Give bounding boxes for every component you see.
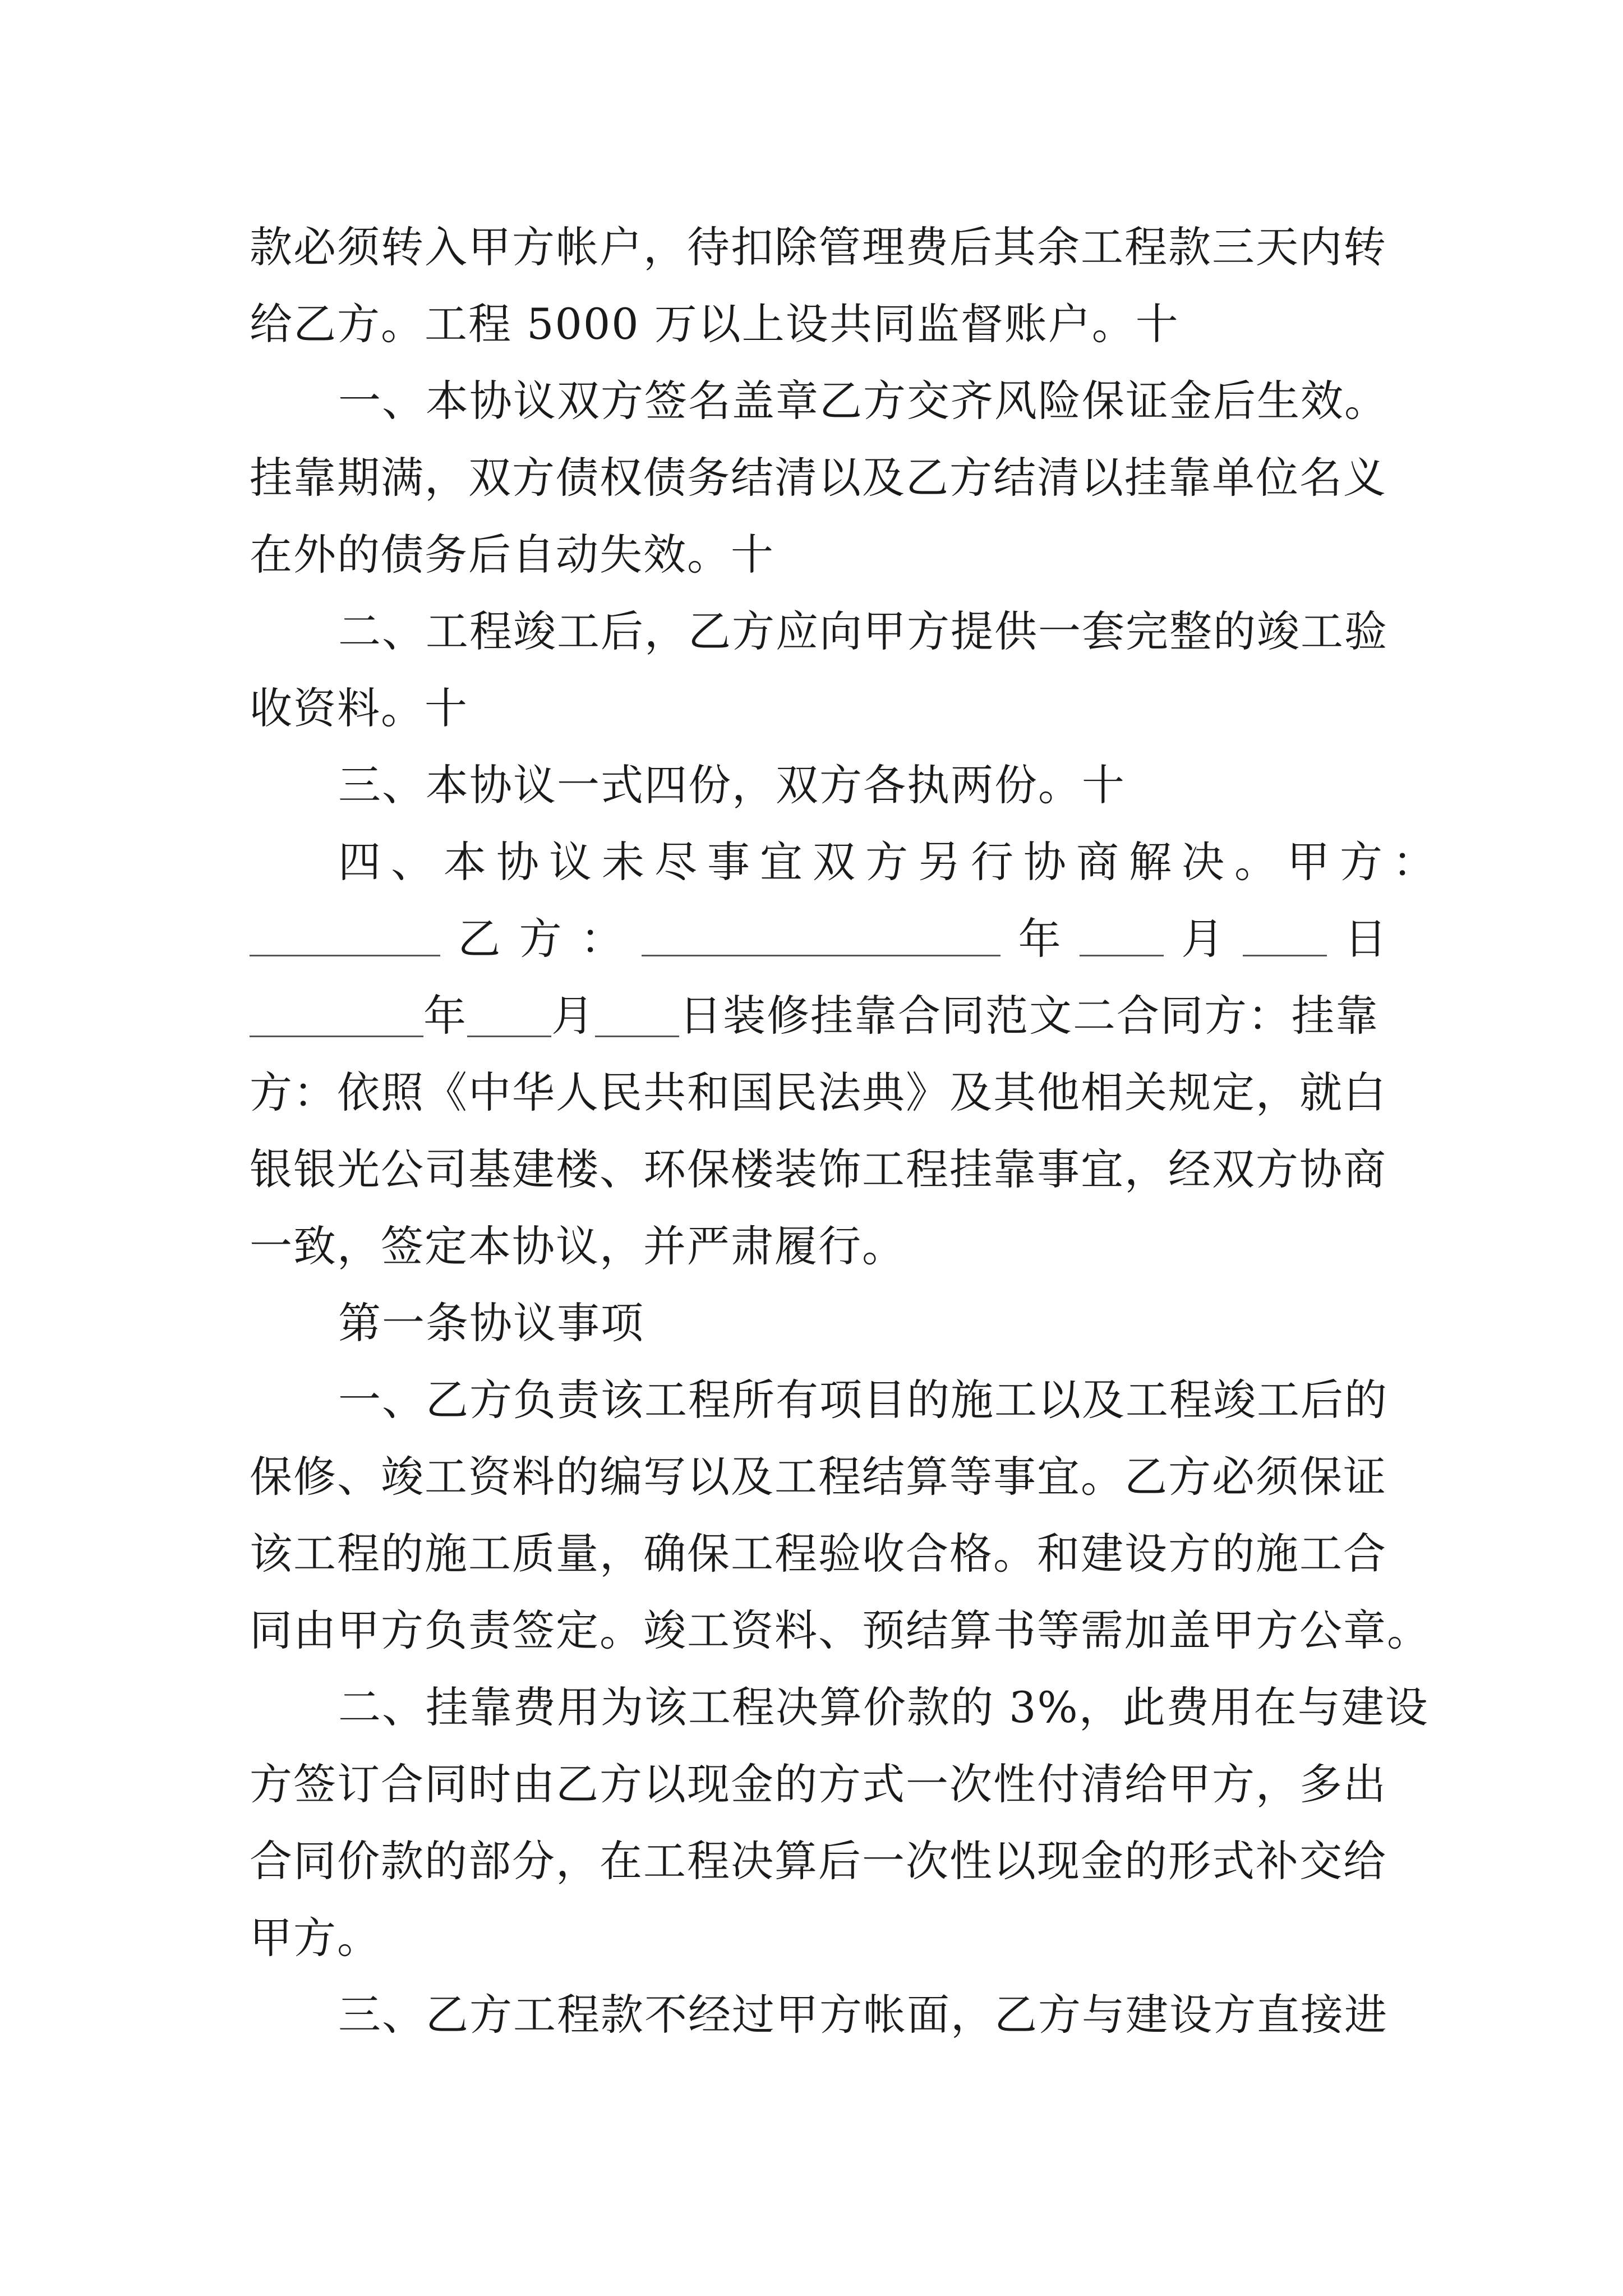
text-line: 在外的债务后自动失效。十 (250, 530, 774, 579)
blank-party-a (250, 921, 440, 956)
text-line: 方签订合同时由乙方以现金的方式一次性付清给甲方，多出 (250, 1759, 1387, 1809)
signature-line (250, 900, 1388, 977)
text-line: 一致，签定本协议，并严肃履行。 (250, 1221, 906, 1271)
colon-label: ： (580, 914, 624, 964)
text-line: 挂靠期满，双方债权债务结清以及乙方结清以挂靠单位名义 (250, 453, 1387, 503)
text-line: 二、工程竣工后，乙方应向甲方提供一套完整的竣工验 (338, 606, 1388, 656)
text-line: 合同价款的部分，在工程决算后一次性以现金的形式补交给 (250, 1836, 1387, 1886)
text-line: 三、本协议一式四份，双方各执两份。十 (338, 760, 1126, 810)
text-line: 三、乙方工程款不经过甲方帐面，乙方与建设方直接进 (338, 1990, 1388, 2040)
text-line: 一、乙方负责该工程所有项目的施工以及工程竣工后的 (338, 1375, 1388, 1425)
blank-day (595, 1002, 679, 1037)
month-label: 月 (1181, 914, 1225, 964)
fang-label: 方 (519, 914, 563, 964)
text-line: 保修、竣工资料的编写以及工程结算等事宜。乙方必须保证 (250, 1452, 1387, 1502)
text-line: 二、挂靠费用为该工程决算价款的 3%，此费用在与建设 (338, 1682, 1429, 1732)
month-label: 月 (551, 991, 595, 1041)
blank-party-b (642, 921, 1000, 956)
blank-year (250, 1002, 423, 1037)
year-label: 年 (423, 991, 467, 1041)
text-line: 款必须转入甲方帐户，待扣除管理费后其余工程款三天内转 (250, 222, 1387, 272)
text-line: 一、本协议双方签名盖章乙方交齐风险保证金后生效。 (338, 376, 1388, 426)
date-line-text: 日装修挂靠合同范文二合同方：挂靠 (679, 991, 1379, 1041)
blank-day (1243, 921, 1327, 956)
section-heading: 第一条协议事项 (338, 1298, 644, 1348)
blank-month (1080, 921, 1164, 956)
document-body (250, 209, 1445, 2053)
text-line: 方：依照《中华人民共和国民法典》及其他相关规定，就白 (250, 1068, 1387, 1117)
text-line: 该工程的施工质量，确保工程验收合格。和建设方的施工合 (250, 1529, 1387, 1579)
date-line (250, 977, 1388, 1054)
blank-month (467, 1002, 551, 1037)
text-line: 同由甲方负责签定。竣工资料、预结算书等需加盖甲方公章。 (250, 1605, 1431, 1655)
text-line: 给乙方。工程 5000 万以上设共同监督账户。十 (250, 299, 1179, 349)
text-line: 四、本协议未尽事宜双方另行协商解决。甲方： (338, 837, 1445, 887)
text-line: 甲方。 (250, 1913, 381, 1963)
text-line: 收资料。十 (250, 683, 468, 733)
text-line: 银银光公司基建楼、环保楼装饰工程挂靠事宜，经双方协商 (250, 1144, 1387, 1194)
year-label: 年 (1018, 914, 1062, 964)
party-b-label: 乙 (458, 914, 502, 964)
day-label: 日 (1344, 914, 1388, 964)
